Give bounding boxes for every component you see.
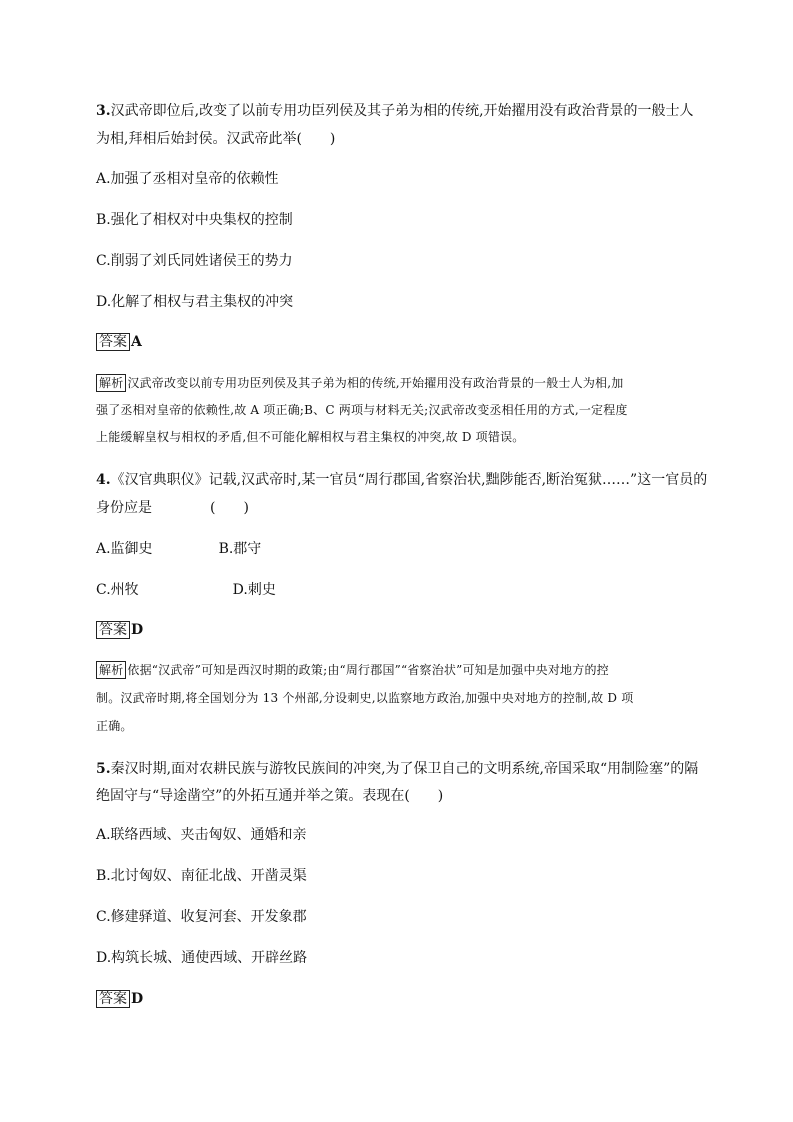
q3-option-d: D.化解了相权与君主集权的冲突 — [96, 294, 294, 310]
answer-value: D — [131, 622, 144, 638]
q5-answer — [96, 989, 143, 1009]
q4-explain-text1: 依据“汉武帝”可知是西汉时期的政策;由“周行郡国”“省察治状”可知是加强中央对地方的控 — [127, 663, 609, 677]
q5-option-b: B.北讨匈奴、南征北战、开凿灵渠 — [96, 868, 307, 884]
q4-options-row1 — [96, 539, 261, 559]
q5-stem-line2: 绝固守与“导途凿空”的外拓互通并举之策。表现在( ) — [96, 788, 444, 804]
q4-stem-line2 — [96, 498, 249, 518]
q4-stem-text1: 《汉官典职仪》记载,汉武帝时,某一官员“周行郡国,省察治状,黜陟能否,断治冤狱……”这一官员的 — [110, 472, 708, 488]
answer-value: A — [131, 334, 142, 350]
q4-option-c: C.州牧 — [96, 582, 139, 598]
q4-answer-blank: ( ) — [210, 500, 249, 516]
q3-option-c: C.削弱了刘氏同姓诸侯王的势力 — [96, 253, 293, 269]
q3-answer — [96, 332, 142, 352]
q4-answer — [96, 620, 143, 640]
q4-stem-text2: 身份应是 — [96, 500, 152, 516]
answer-tag: 答案 — [96, 990, 130, 1008]
q4-explain-line3: 正确。 — [96, 719, 133, 733]
answer-value: D — [131, 991, 144, 1007]
q4-explain-line2: 制。汉武帝时期,将全国划分为 13 个州部,分设刺史,以监察地方政治,加强中央对地方的控制,故 D 项 — [96, 691, 634, 705]
q4-option-b: B.郡守 — [218, 541, 262, 557]
explain-tag: 解析 — [96, 374, 126, 392]
q3-option-a: A.加强了丞相对皇帝的依赖性 — [96, 171, 279, 187]
q5-option-d: D.构筑长城、通使西域、开辟丝路 — [96, 950, 308, 966]
q4-option-a: A.监御史 — [96, 541, 153, 557]
q4-stem-line1 — [96, 470, 707, 490]
q4-options-row2 — [96, 580, 276, 600]
q4-number: 4. — [96, 472, 111, 488]
q3-explain-line2: 强了丞相对皇帝的依赖性,故 A 项正确;B、C 两项与材料无关;汉武帝改变丞相任用的方式,一定程度 — [96, 403, 628, 417]
q4-explain-line1 — [96, 660, 609, 680]
q5-option-c: C.修建驿道、收复河套、开发象郡 — [96, 909, 307, 925]
answer-tag: 答案 — [96, 621, 130, 639]
q3-number: 3. — [96, 103, 111, 119]
q5-option-a: A.联络西域、夹击匈奴、通婚和亲 — [96, 827, 307, 843]
q3-stem-text1: 汉武帝即位后,改变了以前专用功臣列侯及其子弟为相的传统,开始擢用没有政治背景的一般士人 — [110, 103, 694, 119]
answer-tag: 答案 — [96, 333, 130, 351]
q5-stem-text1: 秦汉时期,面对农耕民族与游牧民族间的冲突,为了保卫自己的文明系统,帝国采取“用制险塞”的隔 — [110, 761, 699, 777]
q3-option-b: B.强化了相权对中央集权的控制 — [96, 212, 293, 228]
q3-stem-line1 — [96, 101, 694, 121]
q5-stem-line1 — [96, 759, 698, 779]
explain-tag: 解析 — [96, 661, 126, 679]
q3-stem-line2: 为相,拜相后始封侯。汉武帝此举( ) — [96, 131, 336, 147]
q3-explain-text1: 汉武帝改变以前专用功臣列侯及其子弟为相的传统,开始擢用没有政治背景的一般士人为相,加 — [127, 376, 624, 390]
q4-option-d: D.刺史 — [232, 582, 276, 598]
q3-explain-line1 — [96, 373, 623, 393]
q5-number: 5. — [96, 761, 111, 777]
q3-explain-line3: 上能缓解皇权与相权的矛盾,但不可能化解相权与君主集权的冲突,故 D 项错误。 — [96, 430, 525, 444]
